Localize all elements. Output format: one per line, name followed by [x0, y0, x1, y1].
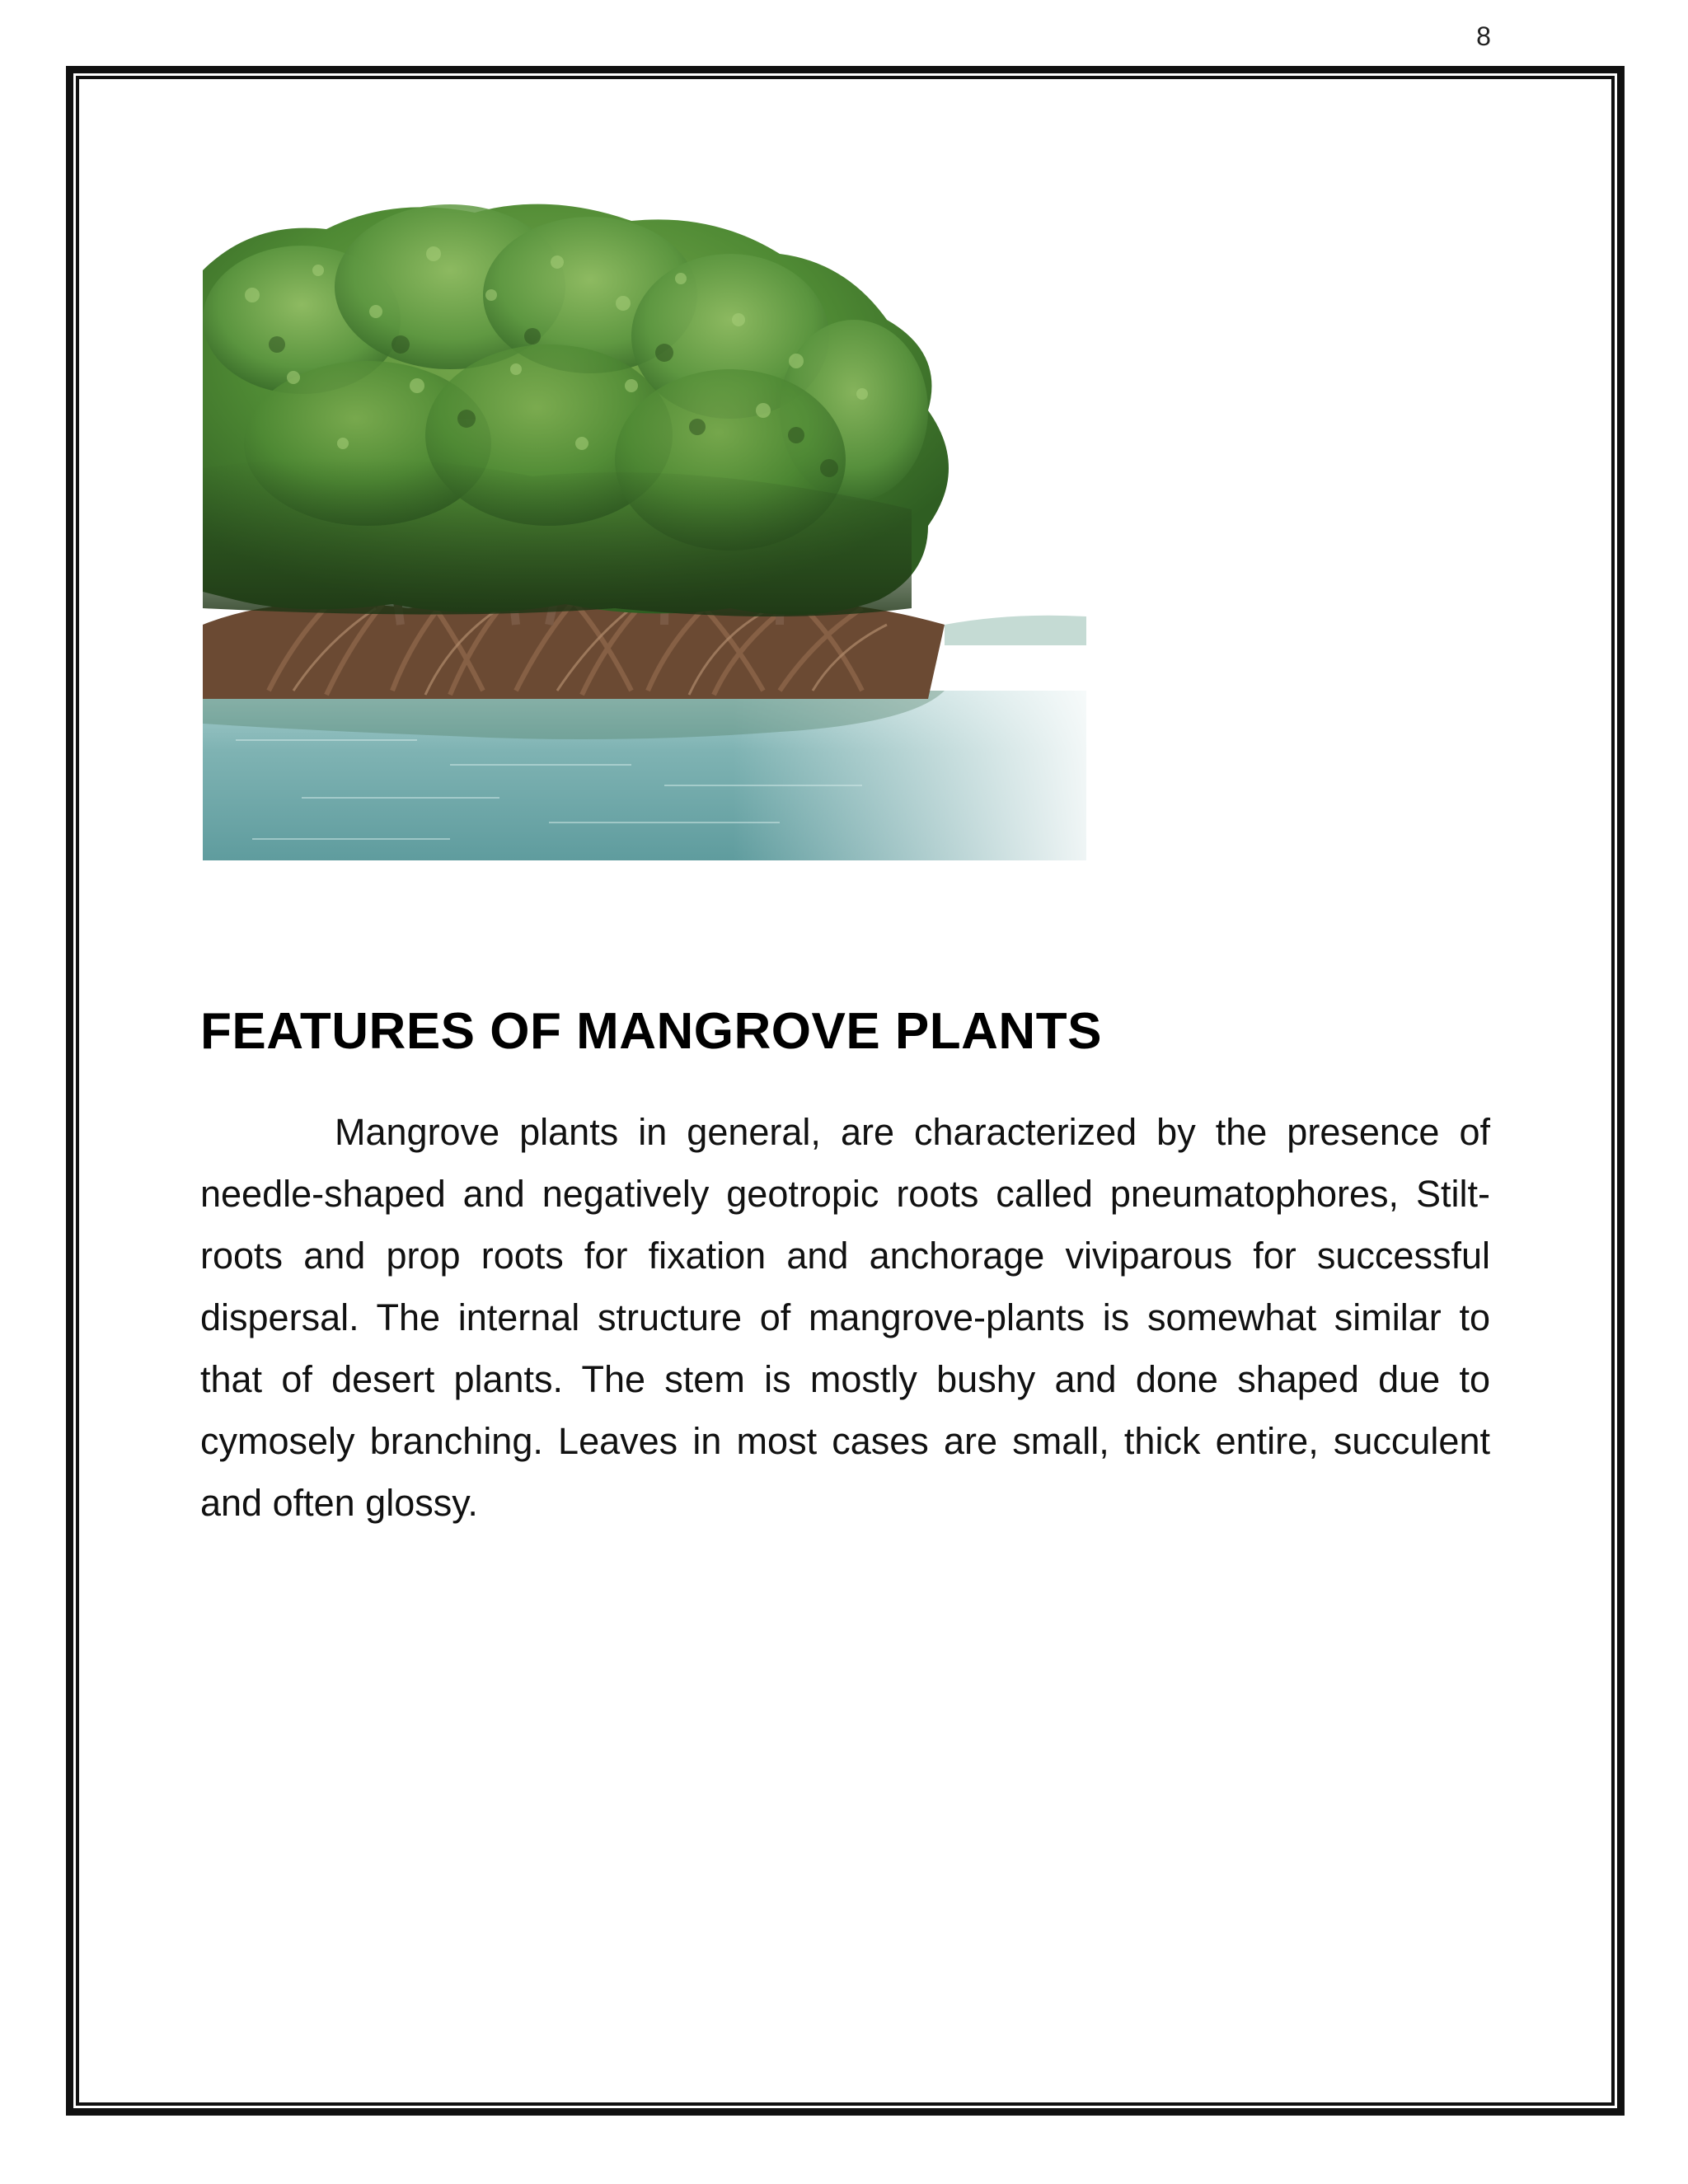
mangrove-photo [203, 196, 1086, 860]
section-heading: FEATURES OF MANGROVE PLANTS [200, 1003, 1102, 1060]
body-paragraph: Mangrove plants in general, are characterized by the presence of needle-shaped and negatively geotropic roots called pneumatophores, Stilt-roots and prop roots for fixation and anchorage viviparous for successful dispersal. The internal structure of mangrove-plants is somewhat similar to that of desert plants. The stem is mostly bushy and done shaped due to cymosely branching. Leaves in most cases are small, thick entire, succulent and often glossy. [200, 1111, 1490, 1524]
page-number: 8 [1476, 21, 1491, 51]
